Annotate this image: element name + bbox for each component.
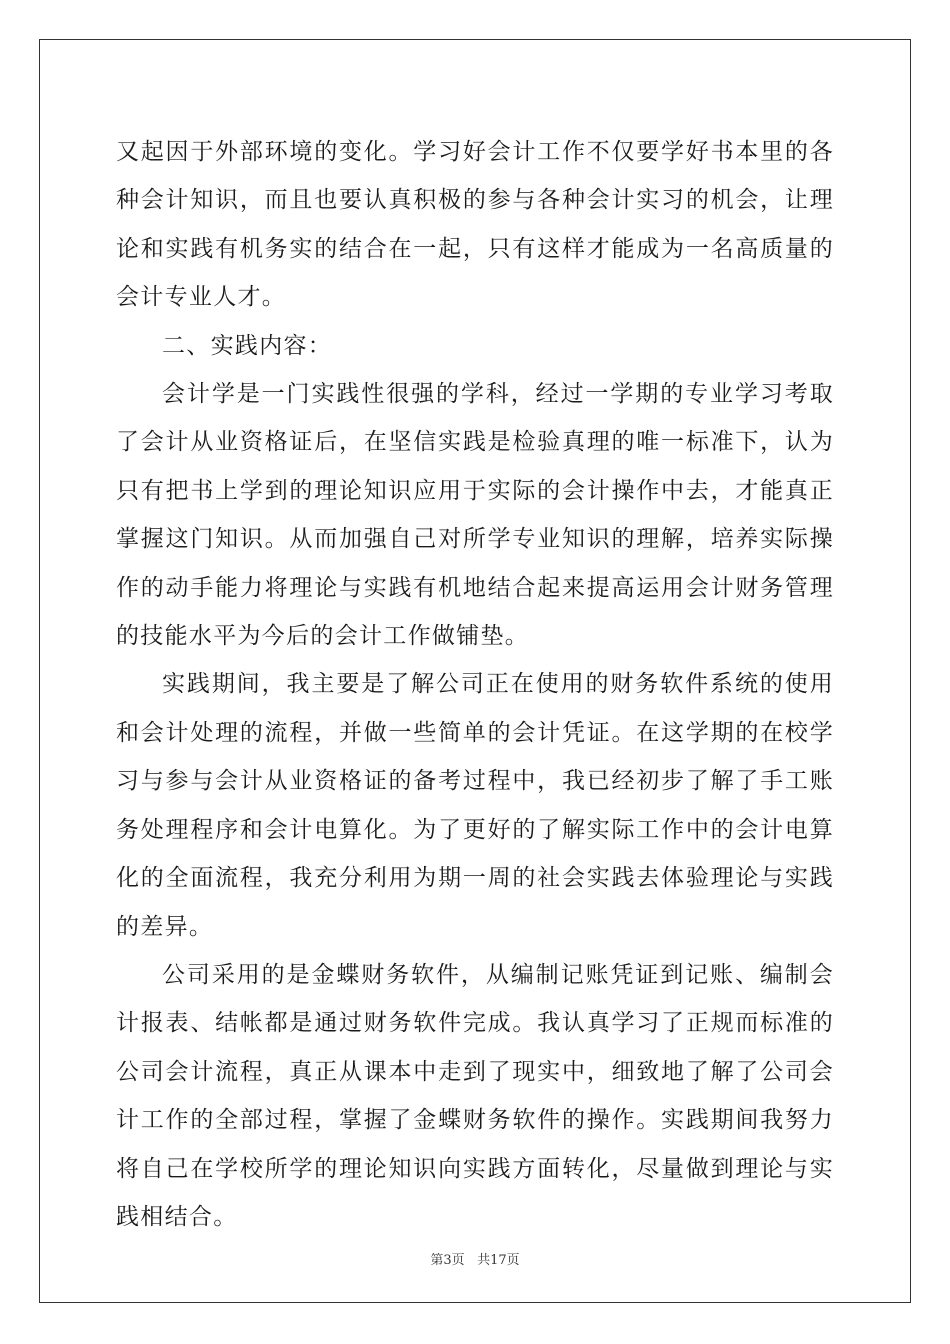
- page-number: 第3页: [430, 1253, 465, 1268]
- paragraph-1: 又起因于外部环境的变化。学习好会计工作不仅要学好书本里的各种会计知识，而且也要认真积极的参与各种会计实习的机会，让理论和实践有机务实的结合在一起，只有这样才能成为一名高质量的会计专业人才。: [116, 139, 834, 311]
- paragraph-4: 公司采用的是金蝶财务软件，从编制记账凭证到记账、编制会计报表、结帐都是通过财务软件完成。我认真学习了正规而标准的公司会计流程，真正从课本中走到了现实中，细致地了解了公司会计工作的全部过程，掌握了金蝶财务软件的操作。实践期间我努力将自己在学校所学的理论知识向实践方面转化，尽量做到理论与实践相结合。: [116, 961, 834, 1230]
- paragraph-3: 实践期间，我主要是了解公司正在使用的财务软件系统的使用和会计处理的流程，并做一些简单的会计凭证。在这学期的在校学习与参与会计从业资格证的备考过程中，我已经初步了解了手工账务处理程序和会计电算化。为了更好的了解实际工作中的会计电算化的全面流程，我充分利用为期一周的社会实践去体验理论与实践的差异。: [116, 671, 834, 940]
- section-heading: 二、实践内容：: [162, 332, 333, 359]
- page-total: 共17页: [477, 1253, 520, 1268]
- paragraph-2: 会计学是一门实践性很强的学科，经过一学期的专业学习考取了会计从业资格证后，在坚信实践是检验真理的唯一标准下，认为只有把书上学到的理论知识应用于实际的会计操作中去，才能真正掌握这门知识。从而加强自己对所学专业知识的理解，培养实际操作的动手能力将理论与实践有机地结合起来提高运用会计财务管理的技能水平为今后的会计工作做铺垫。: [116, 381, 834, 650]
- page-footer: [0, 1249, 950, 1268]
- document-body: [116, 128, 834, 1241]
